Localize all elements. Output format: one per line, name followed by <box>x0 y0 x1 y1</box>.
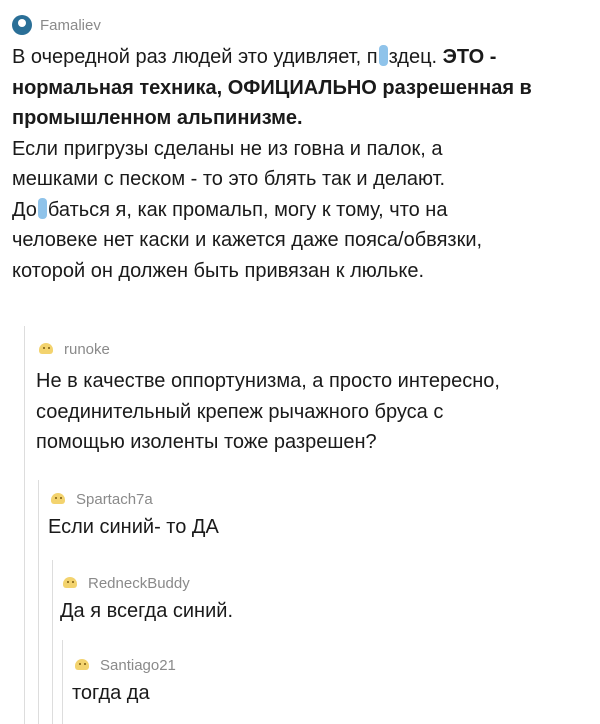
comment-body <box>36 366 596 458</box>
comment-username[interactable]: Santiago21 <box>100 656 176 674</box>
comment-text-segment: До <box>12 198 37 221</box>
comment-text-segment: тогда да <box>72 682 150 704</box>
guest-avatar-icon[interactable] <box>48 491 68 507</box>
comment-text-line <box>60 596 596 627</box>
comment-text-segment: мешками с песком - то это блять так и делают. <box>12 168 446 190</box>
thread-line <box>62 640 63 724</box>
comment-text-line <box>12 73 596 104</box>
comment-text-segment: ЭТО - <box>442 46 497 68</box>
comment-body <box>12 42 596 286</box>
comment-text-line <box>12 42 596 73</box>
comment-text-segment: помощью изоленты тоже разрешен? <box>36 431 377 453</box>
comment-username[interactable]: runoke <box>64 340 110 358</box>
comment-text-segment: Да я всегда синий. <box>60 600 233 622</box>
comment-username[interactable]: Famaliev <box>40 16 101 34</box>
comment-header <box>36 338 596 360</box>
comment-reply <box>60 572 596 627</box>
comment-text-segment: В очередной раз людей это удивляет, п <box>12 46 378 68</box>
comment-reply <box>72 654 596 709</box>
comment-username[interactable]: Spartach7a <box>76 490 153 508</box>
comment-text-segment: промышленном альпинизме. <box>12 107 303 129</box>
comment-text-line <box>36 427 596 458</box>
comment-text-segment: Если синий- то ДА <box>48 516 219 538</box>
guest-avatar-icon[interactable] <box>72 657 92 673</box>
comment-body <box>48 512 596 543</box>
comment <box>12 14 596 286</box>
comment-text-line <box>12 103 596 134</box>
comment-header <box>72 654 596 676</box>
comment-text-line <box>36 366 596 397</box>
comment-header <box>60 572 596 594</box>
comment-text-line <box>72 678 596 709</box>
comment-header <box>48 488 596 510</box>
comment-text-segment: человеке нет каски и кажется даже пояса/обвязки, <box>12 229 483 251</box>
censor-blot <box>379 45 388 66</box>
comment-text-line <box>48 512 596 543</box>
comment-text-segment: здец. <box>388 46 443 68</box>
user-avatar-icon[interactable] <box>12 15 32 35</box>
guest-avatar-icon[interactable] <box>60 575 80 591</box>
comment-reply <box>48 488 596 543</box>
comment-text-line <box>12 164 596 195</box>
censor-blot <box>38 198 47 219</box>
comment-header <box>12 14 596 36</box>
thread-line <box>24 326 25 724</box>
comment-text-line <box>12 195 596 226</box>
thread-line <box>38 480 39 724</box>
comment-text-segment: баться я, как промальп, могу к тому, что на <box>47 198 448 221</box>
comment-text-line <box>12 256 596 287</box>
comment-text-segment: которой он должен быть привязан к люльке. <box>12 259 425 282</box>
guest-avatar-icon[interactable] <box>36 341 56 357</box>
comment-body <box>72 678 596 709</box>
thread-line <box>52 560 53 724</box>
comment-text-segment: нормальная техника, ОФИЦИАЛЬНО разрешенная в <box>12 76 532 99</box>
comment-text-line <box>36 397 596 428</box>
comment-text-segment: Не в качестве оппортунизма, а просто интересно, <box>36 370 500 392</box>
comment-text-line <box>12 134 596 165</box>
comment-body <box>60 596 596 627</box>
comment-reply <box>36 338 596 458</box>
comment-text-segment: Если пригрузы сделаны не из говна и палок, а <box>12 137 443 160</box>
comment-username[interactable]: RedneckBuddy <box>88 574 190 592</box>
comment-text-segment: соединительный крепеж рычажного бруса с <box>36 400 444 423</box>
comment-text-line <box>12 225 596 256</box>
